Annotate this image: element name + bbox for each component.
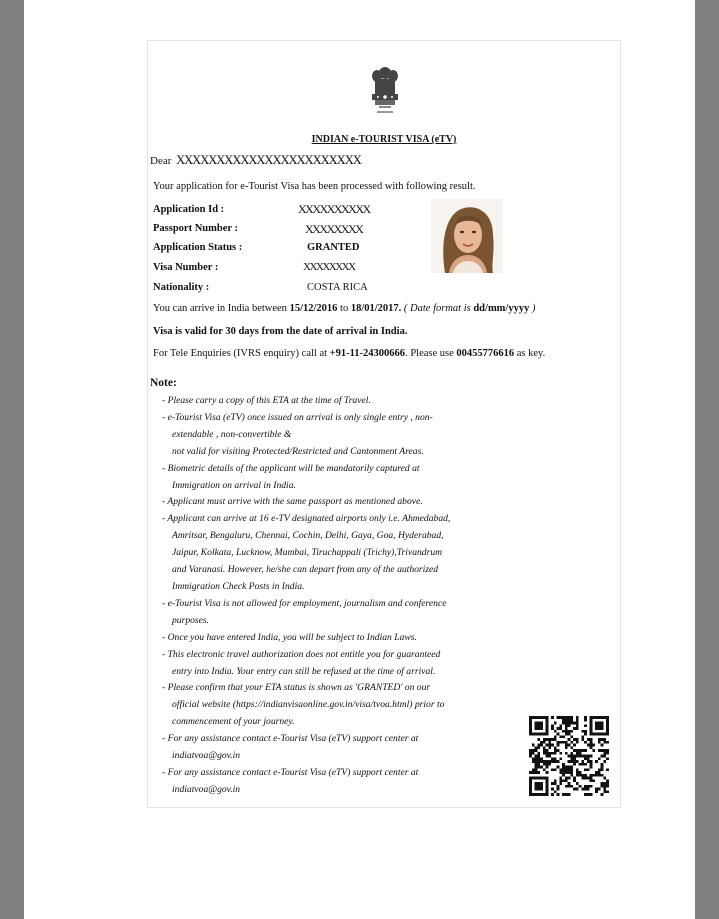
note-item: [162, 765, 512, 799]
national-emblem-icon: [368, 64, 402, 120]
arrival-from-date: 15/12/2016: [289, 303, 338, 314]
note-line: and Varanasi. However, he/she can depart from any of the authorized: [172, 564, 439, 576]
date-format-note: ( Date format is: [403, 303, 471, 314]
passport-number-label: Passport Number :: [153, 223, 238, 234]
note-item: [162, 596, 512, 630]
application-status-label: Application Status :: [153, 242, 243, 253]
note-line: - This electronic travel authorization does not entitle you for guaranteed: [162, 648, 441, 660]
note-line: purposes.: [172, 614, 210, 626]
arrival-prefix: You can arrive in India between: [153, 303, 287, 314]
applicant-photo: [431, 199, 503, 273]
note-line: indiatvoa@gov.in: [172, 783, 241, 795]
salutation-prefix: Dear: [150, 155, 172, 167]
note-line: - e-Tourist Visa is not allowed for employment, journalism and conference: [162, 597, 447, 609]
nationality-label: Nationality :: [153, 282, 210, 293]
note-line: - Please carry a copy of this ETA at the time of Travel.: [162, 395, 371, 406]
note-item: [162, 680, 512, 731]
note-line: entry into India. Your entry can still be refused at the time of arrival.: [172, 665, 436, 677]
note-line: Immigration on arrival in India.: [172, 479, 296, 491]
note-line: commencement of your journey.: [172, 716, 295, 728]
enquiry-phone: +91-11-24300666: [329, 348, 406, 359]
note-line: - e-Tourist Visa (eTV) once issued on arrival is only single entry , non-: [162, 411, 433, 423]
pdf-page: [24, 0, 695, 919]
note-line: - For any assistance contact e-Tourist Visa (eTV) support center at: [162, 766, 419, 778]
note-item: [162, 494, 512, 511]
application-status-value: GRANTED: [307, 242, 360, 253]
nationality-value: COSTA RICA: [307, 282, 368, 293]
document-title: INDIAN e-TOURIST VISA (eTV): [311, 134, 457, 145]
note-item: [162, 731, 512, 765]
enquiry-prefix: For Tele Enquiries (IVRS enquiry) call at: [153, 348, 328, 359]
notes-list: [162, 393, 512, 799]
note-line: - Applicant can arrive at 16 e-TV designated airports only i.e. Ahmedabad,: [162, 513, 451, 525]
note-item: [162, 630, 512, 647]
note-line: Immigration Check Posts in India.: [172, 580, 305, 592]
note-line: - For any assistance contact e-Tourist Visa (eTV) support center at: [162, 733, 419, 745]
date-format-close: ): [531, 303, 536, 314]
passport-number-value: XXXXXXXX: [305, 222, 363, 236]
note-line: - Biometric details of the applicant will be mandatorily captured at: [162, 462, 420, 474]
arrival-window: [153, 303, 535, 314]
note-line: extendable , non-convertible &: [172, 428, 292, 440]
qr-code: [529, 716, 609, 796]
visa-number-value: XXXXXXXX: [303, 261, 355, 273]
note-item: [162, 393, 512, 410]
note-line: - Applicant must arrive with the same passport as mentioned above.: [162, 496, 423, 508]
arrival-to-word: to: [340, 303, 349, 314]
validity-text: Visa is valid for 30 days from the date of arrival in India.: [153, 326, 408, 337]
note-line: - Once you have entered India, you will be subject to Indian Laws.: [162, 631, 417, 643]
application-id-value: XXXXXXXXXX: [298, 202, 370, 216]
note-item: [162, 511, 512, 596]
applicant-name: XXXXXXXXXXXXXXXXXXXXXXX: [176, 153, 361, 167]
note-line: - Please confirm that your ETA status is shown as 'GRANTED' on our: [162, 682, 431, 694]
visa-document: [147, 40, 621, 808]
note-item: [162, 410, 512, 461]
note-line: not valid for visiting Protected/Restricted and Cantonment Areas.: [172, 445, 424, 457]
enquiry-key: 00455776616: [456, 348, 515, 359]
enquiry-suffix: as key.: [516, 348, 546, 359]
note-line: official website (https://indianvisaonline.gov.in/visa/tvoa.html) prior to: [172, 699, 445, 711]
visa-number-label: Visa Number :: [153, 262, 219, 273]
note-item: [162, 461, 512, 495]
application-id-label: Application Id :: [153, 204, 225, 215]
note-item: [162, 647, 512, 681]
note-line: Jaipur, Kolkata, Lucknow, Mumbai, Tiruchappali (Trichy),Trivandrum: [172, 547, 443, 559]
date-format-value: dd/mm/yyyy: [473, 303, 530, 314]
arrival-to-date: 18/01/2017.: [350, 303, 402, 314]
intro-text: Your application for e-Tourist Visa has been processed with following result.: [153, 181, 476, 192]
note-line: indiatvoa@gov.in: [172, 750, 241, 762]
salutation: [150, 153, 361, 168]
note-heading: Note:: [150, 377, 177, 389]
note-line: Amritsar, Bengaluru, Chennai, Cochin, Delhi, Gaya, Goa, Hyderabad,: [172, 530, 444, 542]
enquiry-middle: . Please use: [405, 348, 454, 359]
enquiry-text: [153, 348, 545, 359]
